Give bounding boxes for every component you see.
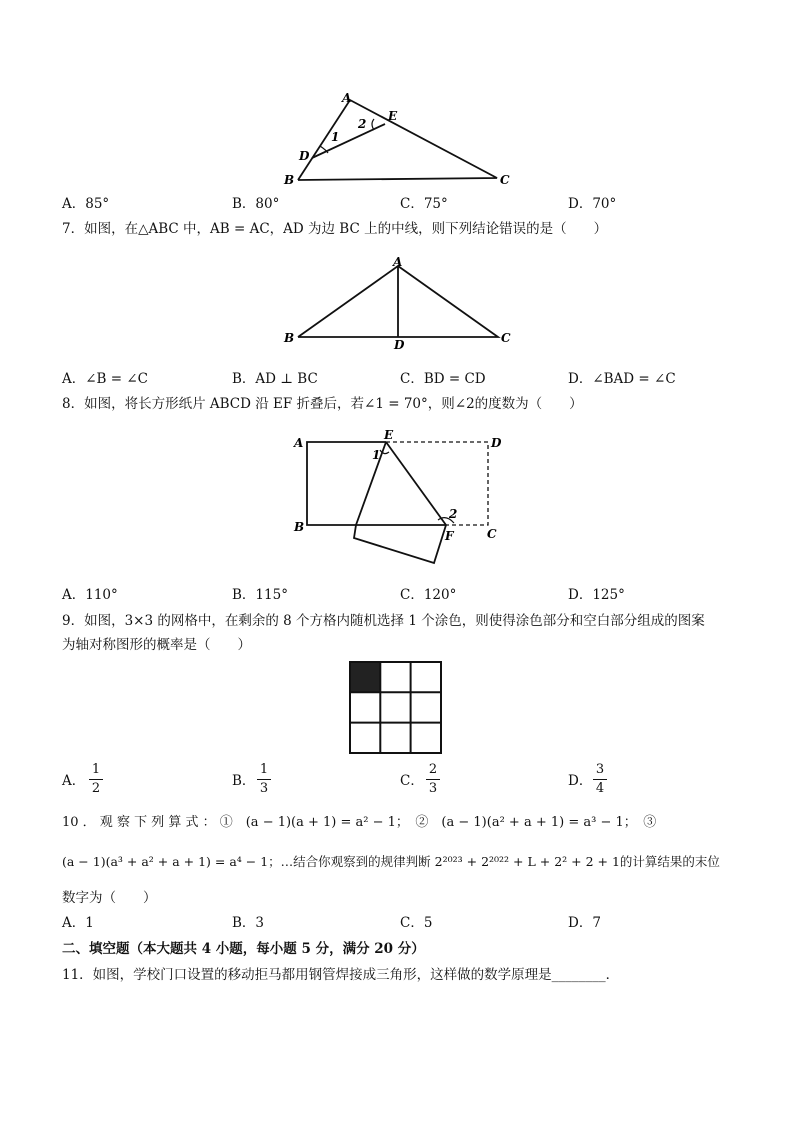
q9-option-c-fraction[interactable] xyxy=(426,762,440,797)
q7-option-c[interactable]: C．BD = CD xyxy=(400,371,486,387)
q8-label-c: C xyxy=(487,527,497,541)
q10-line2: (a − 1)(a³ + a² + a + 1) = a⁴ − 1；…结合你观察到的规律判断 2²⁰²³ + 2²⁰²² + L + 2² + 2 + 1的计算结果的末位 xyxy=(62,854,720,869)
q8-stem: 8．如图，将长方形纸片 ABCD 沿 EF 折叠后，若∠1 = 70°，则∠2的度数为（ ） xyxy=(62,396,583,412)
q6-option-d[interactable]: D．70° xyxy=(568,196,617,212)
q8-label-a: A xyxy=(294,436,304,450)
q8-option-b[interactable]: B．115° xyxy=(232,587,288,603)
q9-option-a-denominator: 2 xyxy=(91,781,101,796)
q6-label-d: D xyxy=(299,149,310,163)
q8-label-f: F xyxy=(445,529,454,543)
q9-option-c-letter[interactable]: C． xyxy=(400,773,424,789)
section-2-heading: 二、填空题（本大题共 4 小题，每小题 5 分，满分 20 分） xyxy=(62,941,425,957)
q9-option-c-denominator: 3 xyxy=(428,781,438,796)
q9-option-b-numerator: 1 xyxy=(259,762,269,777)
q9-option-c-numerator: 2 xyxy=(428,762,438,777)
q10-option-a[interactable]: A．1 xyxy=(62,915,94,931)
q8-option-d[interactable]: D．125° xyxy=(568,587,625,603)
q10-line1: 10 ． 观 察 下 列 算 式 ： ① (a − 1)(a + 1) = a² − 1； ② (a − 1)(a² + a + 1) = a³ − 1； ③ xyxy=(62,815,657,830)
q7-option-a[interactable]: A．∠B = ∠C xyxy=(62,371,149,387)
q9-option-a-letter[interactable]: A． xyxy=(62,773,86,789)
q9-option-b-fraction[interactable] xyxy=(257,762,271,797)
q8-fold-figure xyxy=(288,428,518,573)
q6-label-a: A xyxy=(342,91,352,105)
q9-option-b-denominator: 3 xyxy=(259,781,269,796)
q7-label-c: C xyxy=(501,331,511,345)
q10-option-d[interactable]: D．7 xyxy=(568,915,601,931)
q9-option-d-letter[interactable]: D． xyxy=(568,773,593,789)
q6-option-a[interactable]: A．85° xyxy=(62,196,110,212)
q7-option-d[interactable]: D．∠BAD = ∠C xyxy=(568,371,676,387)
q8-angle-2: 2 xyxy=(449,507,458,521)
q9-option-d-numerator: 3 xyxy=(595,762,605,777)
q11-stem: 11．如图，学校门口设置的移动拒马都用钢管焊接成三角形，这样做的数学原理是________． xyxy=(62,967,620,983)
q7-label-a: A xyxy=(393,255,403,269)
q6-label-b: B xyxy=(284,173,295,187)
q8-option-c[interactable]: C．120° xyxy=(400,587,457,603)
q8-angle-1: 1 xyxy=(372,448,381,462)
q6-triangle-figure xyxy=(282,90,522,190)
q7-isosceles-figure xyxy=(280,252,520,352)
q6-label-c: C xyxy=(500,173,510,187)
q8-label-d: D xyxy=(491,436,502,450)
q9-option-d-denominator: 4 xyxy=(595,781,605,796)
q7-label-b: B xyxy=(284,331,295,345)
q9-stem-line1: 9．如图，3×3 的网格中，在剩余的 8 个方格内随机选择 1 个涂色，则使得涂色部分和空白部分组成的图案 xyxy=(62,613,705,629)
q6-angle-2: 2 xyxy=(358,117,367,131)
q9-option-a-numerator: 1 xyxy=(91,762,101,777)
q6-label-e: E xyxy=(388,109,398,123)
q7-stem: 7．如图，在△ABC 中，AB = AC，AD 为边 BC 上的中线，则下列结论错误的是（ ） xyxy=(62,221,608,237)
q10-line3: 数字为（ ） xyxy=(62,890,157,906)
q10-option-b[interactable]: B．3 xyxy=(232,915,265,931)
q8-label-b: B xyxy=(294,520,305,534)
q10-option-c[interactable]: C．5 xyxy=(400,915,433,931)
q8-label-e: E xyxy=(384,428,394,442)
q9-option-a-fraction[interactable] xyxy=(89,762,103,797)
q7-label-d: D xyxy=(394,338,405,352)
q9-option-d-fraction[interactable] xyxy=(593,762,607,797)
q9-grid-figure xyxy=(348,660,444,756)
q9-stem-line2: 为轴对称图形的概率是（ ） xyxy=(62,637,251,653)
q8-option-a[interactable]: A．110° xyxy=(62,587,118,603)
q6-angle-1: 1 xyxy=(331,130,340,144)
q9-option-b-letter[interactable]: B． xyxy=(232,773,256,789)
q7-option-b[interactable]: B．AD ⊥ BC xyxy=(232,371,318,387)
q6-option-c[interactable]: C．75° xyxy=(400,196,448,212)
q6-option-b[interactable]: B．80° xyxy=(232,196,280,212)
